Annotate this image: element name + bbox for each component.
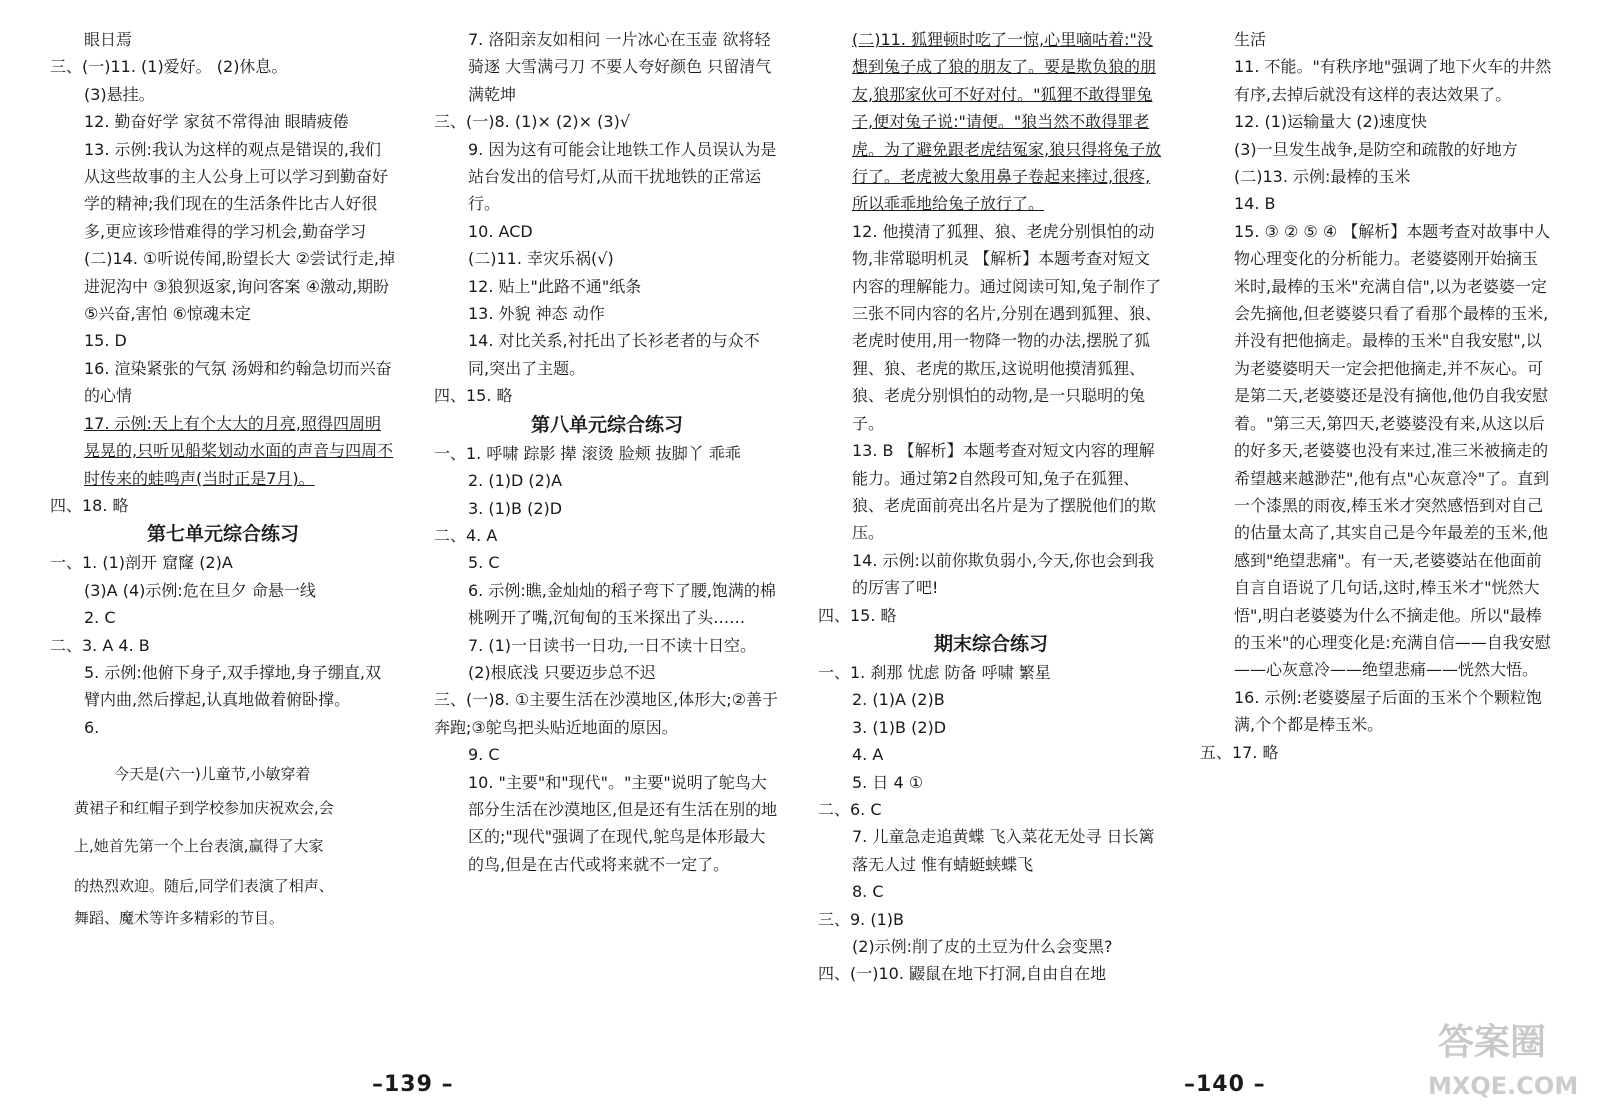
section-heading: 第七单元综合练习 bbox=[146, 523, 299, 546]
answer-line: 11. 不能。"有秩序地"强调了地下火车的井然有序,去掉后就没有这样的表达效果了。 bbox=[1234, 57, 1552, 104]
answer-line: (二)11. 狐狸顿时吃了一惊,心里嘀咕着:"没想到兔子成了狼的朋友了。要是欺负狼的朋友,狼那家伙可不好对付。"狐狸不敢得罪兔子,便对兔子说:"请便。"狼当然不敢得罪老虎。为了避免跟老虎结冤家,狼只得将兔子放行了。老虎被大象用鼻子卷起来摔过,很疼,所以乖乖地给兔子放行了。 bbox=[852, 30, 1162, 214]
answer-line: (3)A (4)示例:危在旦夕 命悬一线 bbox=[84, 580, 316, 600]
watermark-logo bbox=[1398, 1008, 1594, 1106]
page-number-right: –140 – bbox=[1184, 1072, 1266, 1097]
answer-line: (二)13. 示例:最棒的玉米 bbox=[1234, 167, 1411, 187]
answer-line: 6. bbox=[84, 717, 100, 737]
answer-line: 17. 示例:天上有个大大的月亮,照得四周明晃晃的,只听见船桨划动水面的声音与四周不时传来的蛙鸣声(当时正是7月)。 bbox=[84, 413, 394, 488]
answer-line: 7. 儿童急走追黄蝶 飞入菜花无处寻 日长篱落无人过 惟有蜻蜓蛱蝶飞 bbox=[852, 827, 1155, 874]
answer-line: 5. 日 4 ① bbox=[852, 772, 924, 792]
answer-line: 14. 示例:以前你欺负弱小,今天,你也会到我的厉害了吧! bbox=[852, 550, 1155, 598]
column-1 bbox=[50, 26, 396, 928]
answer-line: 3. (1)B (2)D bbox=[468, 498, 563, 518]
section-heading: 第八单元综合练习 bbox=[530, 413, 683, 436]
answer-line: 四、(一)10. 鼹鼠在地下打洞,自由自在地 bbox=[818, 964, 1107, 984]
answer-line: 2. (1)D (2)A bbox=[468, 471, 563, 491]
answer-line: 12. (1)运输量大 (2)速度快 bbox=[1234, 112, 1427, 132]
answer-line: 12. 他摸清了狐狸、狼、老虎分别惧怕的动物,非常聪明机灵 【解析】本题考查对短文内容的理解能力。通过阅读可知,兔子制作了三张不同内容的名片,分别在遇到狐狸、狼、老虎时使用,用一物降一物的办法,摆脱了狐狸、狼、老虎的欺压,这说明他摸清狐狸、狼、老虎分别惧怕的动物,是一只聪明的兔子。 bbox=[852, 221, 1162, 433]
answer-line: 3. (1)B (2)D bbox=[852, 717, 947, 737]
answer-line: 一、1. 刹那 忧虑 防备 呼啸 繁星 bbox=[818, 662, 1051, 682]
answer-line: 5. 示例:他俯下身子,双手撑地,身子绷直,双臂内曲,然后撑起,认真地做着俯卧撑。 bbox=[84, 662, 382, 710]
answer-line: 6. 示例:瞧,金灿灿的稻子弯下了腰,饱满的棉桃咧开了嘴,沉甸甸的玉米探出了头…… bbox=[468, 580, 776, 628]
answer-line: 16. 渲染紧张的气氛 汤姆和约翰急切而兴奋的心情 bbox=[84, 358, 392, 406]
answer-line: (3)悬挂。 bbox=[84, 84, 155, 104]
answer-line: 2. (1)A (2)B bbox=[852, 690, 945, 710]
answer-line: (3)一旦发生战争,是防空和疏散的好地方 bbox=[1234, 139, 1518, 159]
answer-line: 10. ACD bbox=[468, 221, 533, 241]
answer-line: 7. 洛阳亲友如相问 一片冰心在玉壶 欲将轻骑逐 大雪满弓刀 不要人夸好颜色 只留清气满乾坤 bbox=[468, 30, 772, 104]
column-3 bbox=[818, 26, 1164, 988]
answer-line: 三、(一)8. (1)× (2)× (3)√ bbox=[434, 112, 631, 132]
answer-line: 7. (1)一日读书一日功,一日不读十日空。 bbox=[468, 635, 757, 655]
answer-line: 2. C bbox=[84, 608, 116, 628]
answer-line: 9. C bbox=[468, 745, 500, 765]
answer-line: 三、(一)11. (1)爱好。 (2)休息。 bbox=[50, 57, 288, 77]
answer-line: (2)根底浅 只要迈步总不迟 bbox=[468, 662, 656, 682]
figure-text-line: 上,她首先第一个上台表演,赢得了大家 bbox=[74, 837, 324, 856]
watermark-text-en: MXQE.COM bbox=[1428, 1072, 1579, 1100]
answer-line: 13. 外貌 神态 动作 bbox=[468, 304, 605, 324]
answer-line: 9. 因为这有可能会让地铁工作人员误认为是站台发出的信号灯,从而干扰地铁的正常运行。 bbox=[468, 139, 777, 214]
figure-text-line: 今天是(六一)儿童节,小敏穿着 bbox=[114, 765, 311, 784]
answer-line: (二)14. ①听说传闻,盼望长大 ②尝试行走,掉进泥沟中 ③狼狈返家,询问客案 ④激动,期盼 ⑤兴奋,害怕 ⑥惊魂未定 bbox=[84, 249, 395, 324]
column-2 bbox=[434, 26, 780, 878]
answer-line: 15. ③ ② ⑤ ④ 【解析】本题考查对故事中人物心理变化的分析能力。老婆婆刚开始摘玉米时,最棒的玉米"充满自信",以为老婆婆一定会先摘他,但老婆婆只看了看那个最棒的玉米,并没有把他摘走。最棒的玉米"自我安慰",以为老婆婆明天一定会把他摘走,并不灰心。可是第二天,老婆婆还是没有摘他,他仍自我安慰着。"第三天,第四天,老婆婆没有来,从这以后的好多天,老婆婆也没有来过,准三米被摘走的希望越来越渺茫",他有点"心灰意冷"了。直到一个漆黑的雨夜,棒玉米才突然感悟到对自己的估量太高了,其实自己是今年最差的玉米,他感到"绝望悲痛"。有一天,老婆婆站在他面前自言自语说了几句话,这时,棒玉米才"恍然大悟",明白老婆婆为什么不摘走他。所以"最棒的玉米"的心理变化是:充满自信——自我安慰——心灰意冷——绝望悲痛——恍然大悟。 bbox=[1234, 221, 1551, 680]
answer-line: 眼日焉 bbox=[84, 30, 133, 49]
answer-line: 五、17. 略 bbox=[1200, 742, 1279, 762]
answer-line: 12. 贴上"此路不通"纸条 bbox=[468, 276, 642, 296]
answer-line: (二)11. 幸灾乐祸(√) bbox=[468, 249, 614, 269]
answer-line: 4. A bbox=[852, 745, 884, 765]
answer-line: 二、4. A bbox=[434, 525, 498, 545]
answer-line: 一、1. (1)剖开 窟窿 (2)A bbox=[50, 553, 233, 573]
answer-line: 一、1. 呼啸 踪影 撵 滚烫 脸颊 抜脚丫 乖乖 bbox=[434, 443, 741, 463]
answer-line: 14. B bbox=[1234, 194, 1276, 214]
answer-line: 12. 勤奋好学 家贫不常得油 眼睛疲倦 bbox=[84, 112, 349, 132]
answer-line: 14. 对比关系,衬托出了长衫老者的与众不同,突出了主题。 bbox=[468, 331, 760, 378]
answer-line: 四、15. 略 bbox=[434, 386, 513, 406]
page-number-left: –139 – bbox=[372, 1072, 454, 1097]
answer-line: 二、3. A 4. B bbox=[50, 635, 150, 655]
answer-line: 四、18. 略 bbox=[50, 495, 129, 515]
answer-line: 5. C bbox=[468, 553, 500, 573]
answer-line: 生活 bbox=[1234, 30, 1267, 49]
answer-line: 13. B 【解析】本题考查对短文内容的理解能力。通过第2自然段可知,兔子在狐狸、狼、老虎面前亮出名片是为了摆脱他们的欺压。 bbox=[852, 441, 1157, 543]
answer-line: 二、6. C bbox=[818, 799, 882, 819]
figure-text-line: 舞蹈、魔术等许多精彩的节目。 bbox=[74, 909, 285, 928]
answer-line: 三、9. (1)B bbox=[818, 909, 904, 929]
answer-line: 15. D bbox=[84, 331, 127, 351]
section-heading: 期末综合练习 bbox=[933, 632, 1048, 655]
answer-line: 13. 示例:我认为这样的观点是错误的,我们从这些故事的主人公身上可以学习到勤奋好学的精神;我们现在的生活条件比古人好很多,更应该珍惜难得的学习机会,勤奋学习 bbox=[84, 139, 389, 241]
answer-line: 四、15. 略 bbox=[818, 605, 897, 625]
watermark-text-cn: 答案圈 bbox=[1438, 1022, 1547, 1063]
figure-text-line: 的热烈欢迎。随后,同学们表演了相声、 bbox=[74, 877, 334, 896]
answer-line: 8. C bbox=[852, 882, 884, 902]
answer-line: (2)示例:削了皮的土豆为什么会变黑? bbox=[852, 937, 1113, 956]
answer-line: 三、(一)8. ①主要生活在沙漠地区,体形大;②善于奔跑;③鸵鸟把头贴近地面的原因。 bbox=[434, 690, 779, 737]
proofreading-figure bbox=[74, 743, 364, 928]
figure-text-line: 黄裙子和红帽子到学校参加庆祝欢会,会 bbox=[74, 799, 334, 818]
column-4 bbox=[1200, 26, 1552, 766]
answer-line: 16. 示例:老婆婆屋子后面的玉米个个颗粒饱满,个个都是棒玉米。 bbox=[1234, 687, 1542, 735]
answer-line: 10. "主要"和"现代"。"主要"说明了鸵鸟大部分生活在沙漠地区,但是还有生活在别的地区的;"现代"强调了在现代,鸵鸟是体形最大的鸟,但是在古代或将来就不一定了。 bbox=[468, 772, 778, 874]
